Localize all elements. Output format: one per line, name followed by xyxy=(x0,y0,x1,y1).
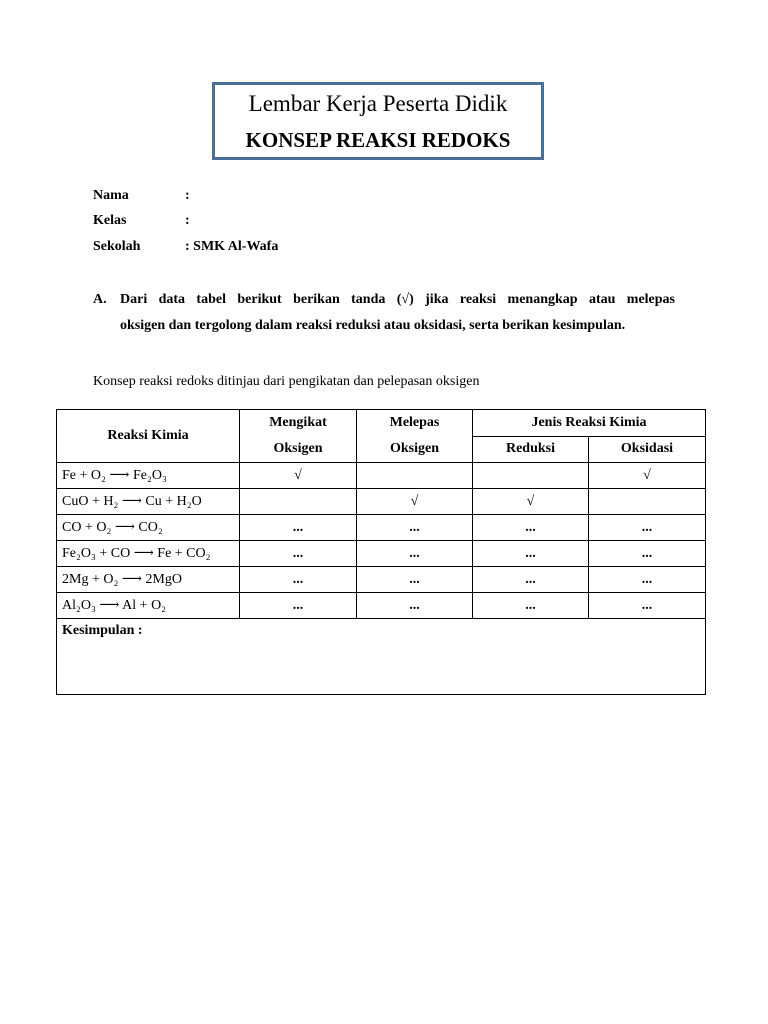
cell-mengikat: √ xyxy=(240,463,357,489)
cell-reduksi: ... xyxy=(473,541,589,567)
cell-oksidasi xyxy=(589,489,706,515)
conclusion-field[interactable] xyxy=(57,619,706,695)
header-jenis-reaksi: Jenis Reaksi Kimia xyxy=(473,410,706,437)
cell-reduksi xyxy=(473,463,589,489)
table-row xyxy=(57,541,706,567)
worksheet-subtitle: KONSEP REAKSI REDOKS xyxy=(245,128,511,152)
cell-melepas: ... xyxy=(357,567,473,593)
cell-melepas: ... xyxy=(357,541,473,567)
header-melepas-line1: Melepas xyxy=(389,415,440,430)
cell-mengikat: ... xyxy=(240,515,357,541)
cell-mengikat: ... xyxy=(240,593,357,619)
table-row xyxy=(57,463,706,489)
table-row xyxy=(57,593,706,619)
conclusion-row xyxy=(57,619,706,695)
identity-value: : xyxy=(185,188,190,203)
identity-label: Kelas xyxy=(93,213,127,228)
cell-mengikat xyxy=(240,489,357,515)
header-reaksi-kimia: Reaksi Kimia xyxy=(57,410,240,463)
header-oksidasi: Oksidasi xyxy=(589,436,706,463)
reaction-formula: Fe + O₂ ⟶ Fe₂O₃ xyxy=(57,463,240,489)
cell-melepas xyxy=(357,463,473,489)
cell-mengikat: ... xyxy=(240,567,357,593)
instruction-line-1: Dari data tabel berikut berikan tanda (√) jika reaksi menangkap atau melepas xyxy=(120,292,675,307)
cell-reduksi: ... xyxy=(473,593,589,619)
worksheet-title: Lembar Kerja Peserta Didik xyxy=(248,91,508,116)
cell-melepas: ... xyxy=(357,515,473,541)
identity-value: : xyxy=(185,213,190,228)
redox-table xyxy=(56,409,706,695)
table-caption: Konsep reaksi redoks ditinjau dari pengikatan dan pelepasan oksigen xyxy=(93,374,480,389)
header-melepas-oksigen xyxy=(357,410,473,463)
table-row xyxy=(57,515,706,541)
cell-reduksi: √ xyxy=(473,489,589,515)
header-mengikat-line1: Mengikat xyxy=(269,415,327,430)
reaction-formula: Al₂O₃ ⟶ Al + O₂ xyxy=(57,593,240,619)
table-row xyxy=(57,489,706,515)
reaction-formula: CO + O₂ ⟶ CO₂ xyxy=(57,515,240,541)
reaction-formula: Fe₂O₃ + CO ⟶ Fe + CO₂ xyxy=(57,541,240,567)
cell-reduksi: ... xyxy=(473,567,589,593)
cell-oksidasi: ... xyxy=(589,593,706,619)
identity-value: : SMK Al-Wafa xyxy=(185,239,279,254)
identity-label: Nama xyxy=(93,188,129,203)
reaction-formula: 2Mg + O₂ ⟶ 2MgO xyxy=(57,567,240,593)
cell-oksidasi: √ xyxy=(589,463,706,489)
instruction-line-2: oksigen dan tergolong dalam reaksi reduksi atau oksidasi, serta berikan kesimpulan. xyxy=(120,318,626,333)
cell-mengikat: ... xyxy=(240,541,357,567)
header-reduksi: Reduksi xyxy=(473,436,589,463)
cell-reduksi: ... xyxy=(473,515,589,541)
conclusion-label: Kesimpulan : xyxy=(62,623,143,638)
cell-melepas: √ xyxy=(357,489,473,515)
cell-oksidasi: ... xyxy=(589,541,706,567)
header-melepas-line2: Oksigen xyxy=(389,441,439,456)
cell-oksidasi: ... xyxy=(589,567,706,593)
title-box xyxy=(212,82,544,160)
cell-oksidasi: ... xyxy=(589,515,706,541)
header-mengikat-line2: Oksigen xyxy=(273,441,323,456)
cell-melepas: ... xyxy=(357,593,473,619)
table-row xyxy=(57,567,706,593)
header-mengikat-oksigen xyxy=(240,410,357,463)
reaction-formula: CuO + H₂ ⟶ Cu + H₂O xyxy=(57,489,240,515)
identity-label: Sekolah xyxy=(93,239,141,254)
section-letter: A. xyxy=(93,292,107,307)
